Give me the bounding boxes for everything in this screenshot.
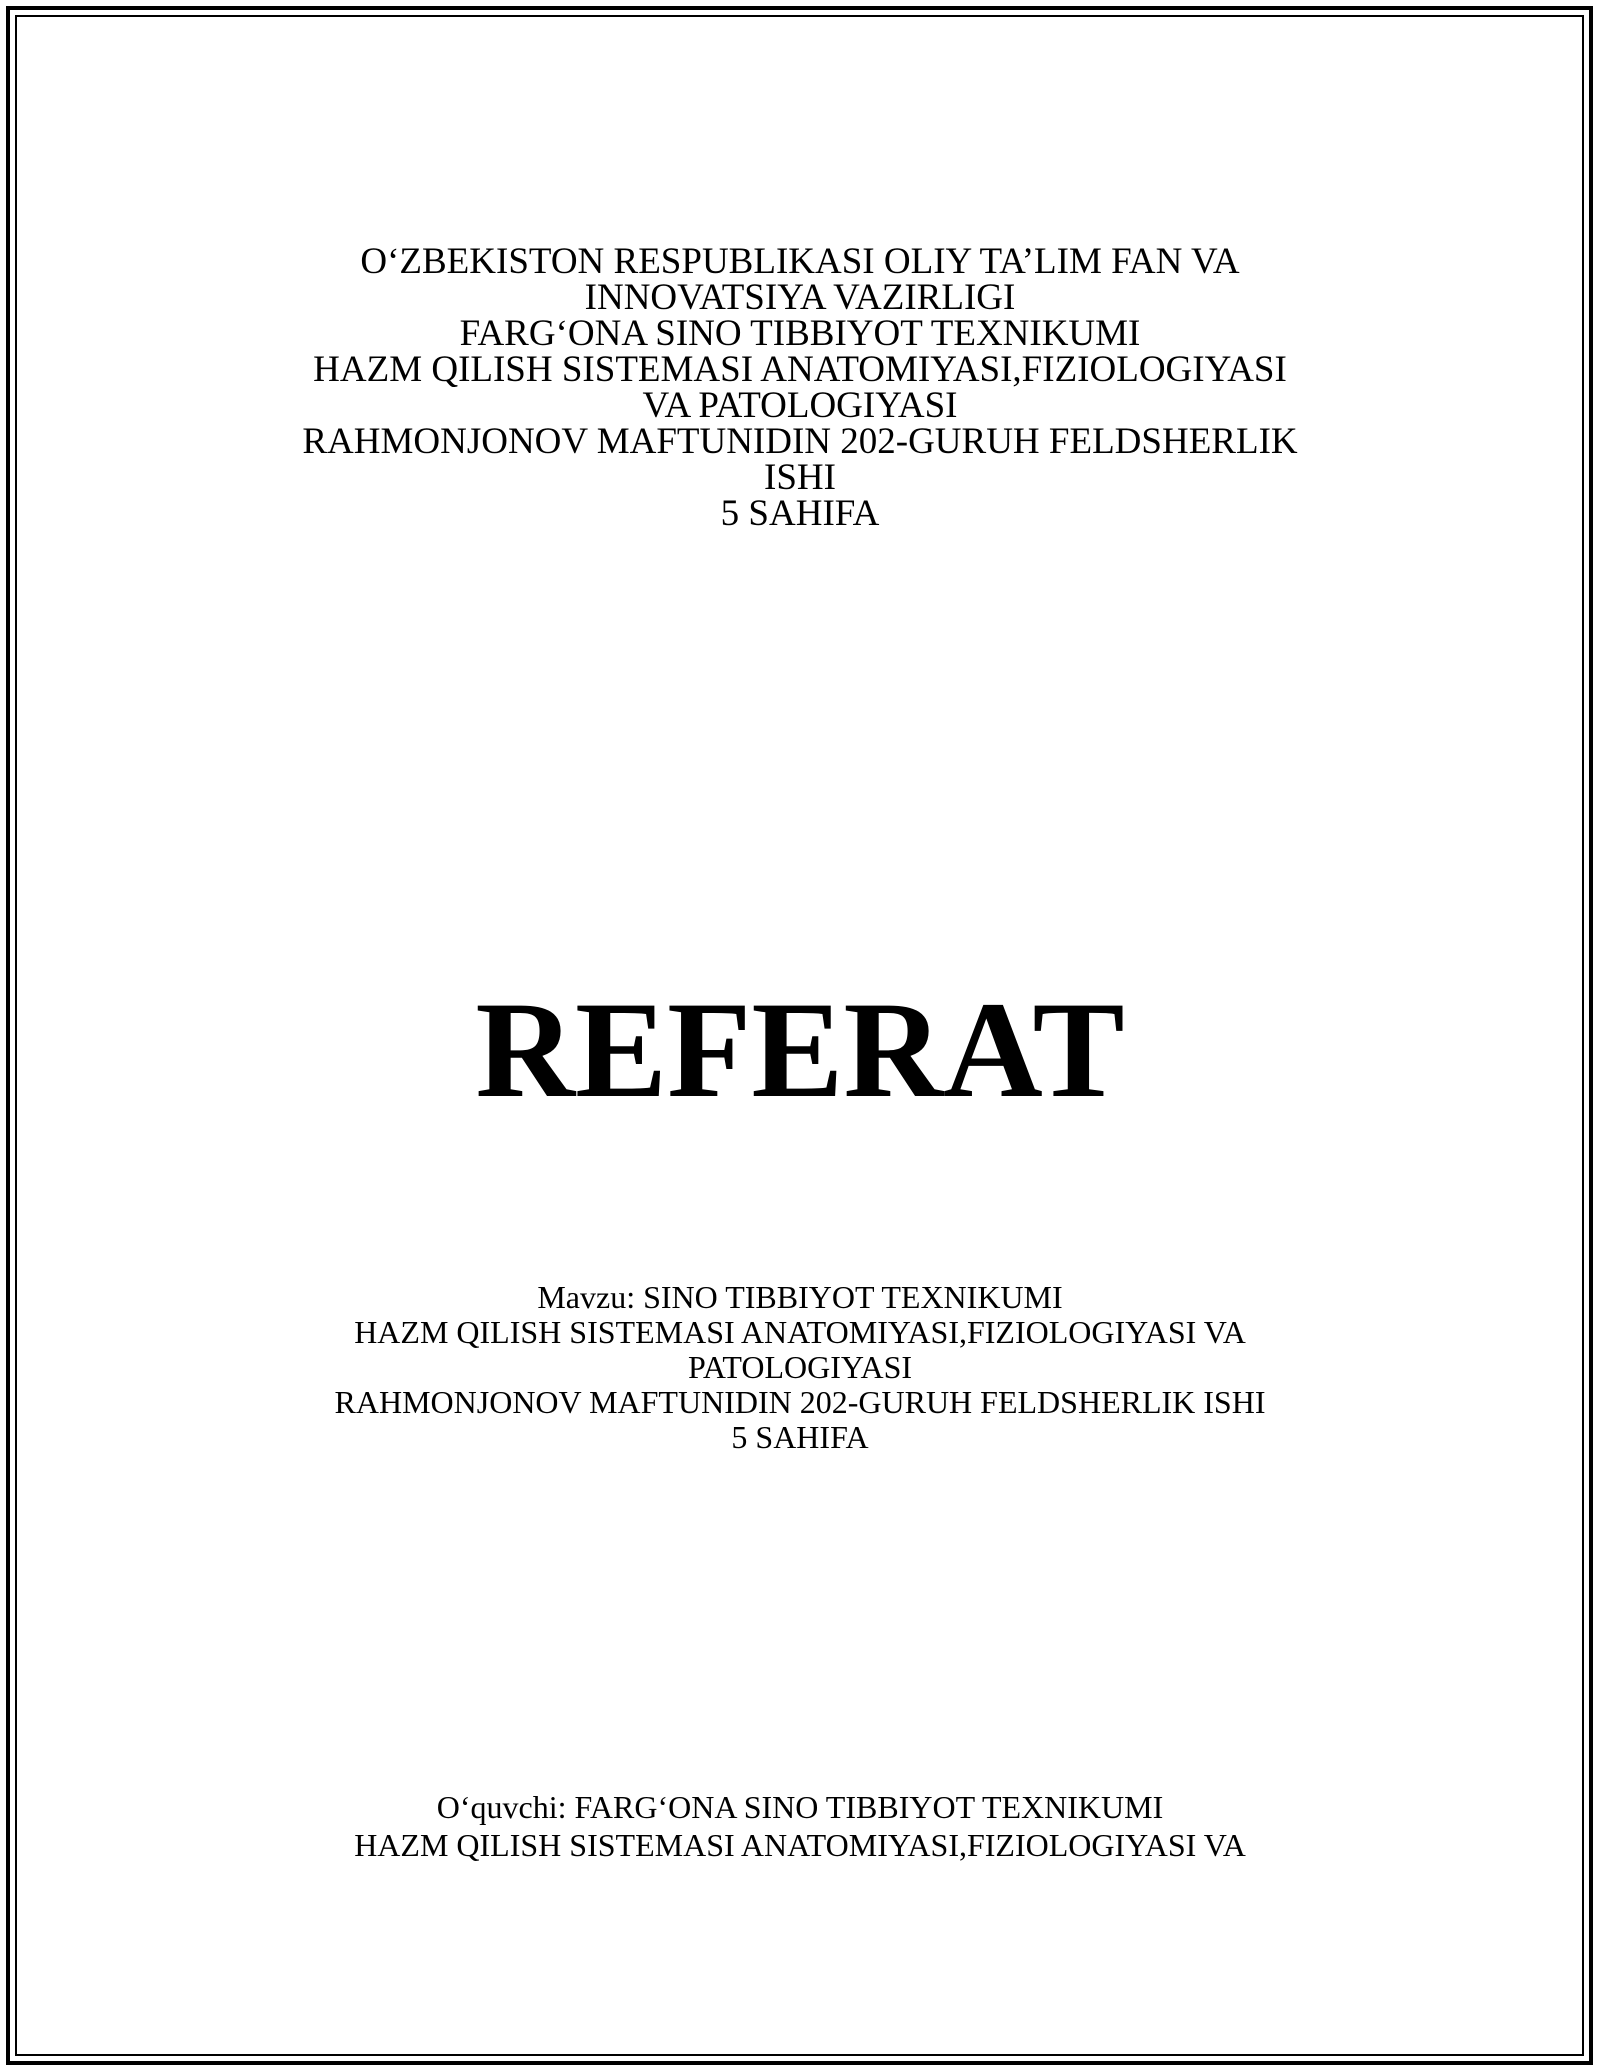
header-line: INNOVATSIYA VAZIRLIGI <box>584 277 1016 318</box>
topic-line: RAHMONJONOV MAFTUNIDIN 202-GURUH FELDSHERLIK ISHI <box>334 1384 1266 1420</box>
header-line: ISHI <box>764 457 836 498</box>
header-line: HAZM QILISH SISTEMASI ANATOMIYASI,FIZIOLOGIYASI <box>313 349 1287 390</box>
header-line: FARG‘ONA SINO TIBBIYOT TEXNIKUMI <box>459 313 1141 354</box>
student-line: O‘quvchi: FARG‘ONA SINO TIBBIYOT TEXNIKUMI <box>436 1789 1164 1825</box>
topic-line: HAZM QILISH SISTEMASI ANATOMIYASI,FIZIOLOGIYASI VA <box>354 1314 1246 1350</box>
topic-block <box>0 1280 1600 1455</box>
header-line: 5 SAHIFA <box>720 493 880 534</box>
student-block <box>0 1788 1600 1864</box>
topic-line: PATOLOGIYASI <box>687 1349 913 1385</box>
header-line: VA PATOLOGIYASI <box>642 385 958 426</box>
header-block <box>0 241 1600 534</box>
topic-line: Mavzu: SINO TIBBIYOT TEXNIKUMI <box>537 1279 1063 1315</box>
header-line: O‘ZBEKISTON RESPUBLIKASI OLIY TA’LIM FAN VA <box>360 241 1240 282</box>
document-title: REFERAT <box>475 973 1125 1126</box>
student-line: HAZM QILISH SISTEMASI ANATOMIYASI,FIZIOLOGIYASI VA <box>354 1827 1246 1863</box>
header-line: RAHMONJONOV MAFTUNIDIN 202-GURUH FELDSHERLIK <box>302 421 1298 462</box>
topic-line: 5 SAHIFA <box>731 1419 869 1455</box>
